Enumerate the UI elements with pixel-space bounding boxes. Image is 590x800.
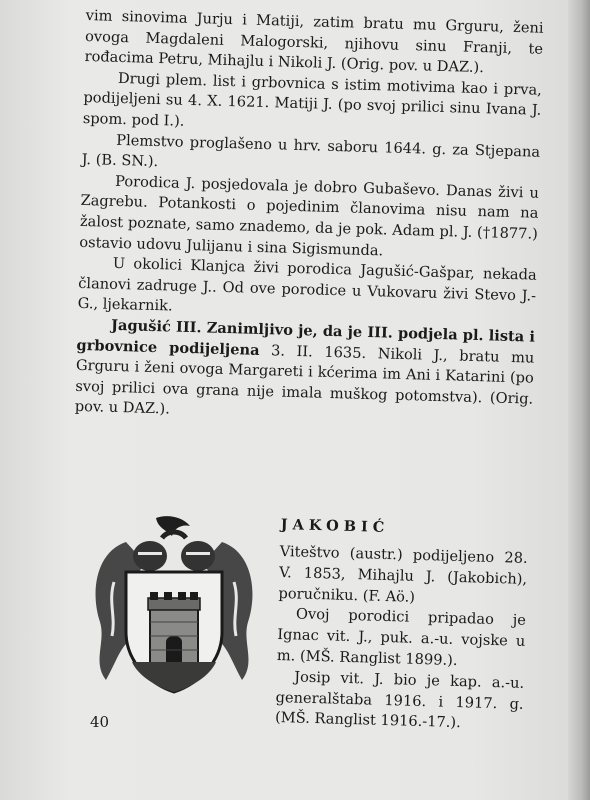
paragraph-nobility-proclaimed: Plemstvo proglašeno u hrv. saboru 1644. g. za Stjepana J. (B. SN.). <box>81 131 541 171</box>
paragraph-second-grant: Drugi plem. list i grbovnica s istim motivima kao i prva, podijeljeni su 4. X. 1621. Matiji J. (po svoj prilici sinu Ivana J. spom. pod I.). <box>82 69 543 130</box>
entry-text <box>275 542 528 736</box>
page-number: 40 <box>90 713 110 731</box>
entry-paragraph: Josip vit. J. bio je kap. a.-u. generalštaba 1916. i 1917. g. (MŠ. Ranglist 1916.-17.). <box>274 668 525 732</box>
entry-paragraph: Ovoj porodici pripadao je Ignac vit. J., puk. a.-u. vojske u m. (MŠ. Ranglist 1899.). <box>276 605 527 669</box>
entry-paragraph: Viteštvo (austr.) podijeljeno 28. V. 1853, Mihajlu J. (Jakobich), poručniku. (F. Aö.) <box>278 542 528 606</box>
paragraph-klanjec-family: U okolici Klanjca živi porodica Jagušić-Gašpar, nekada članovi zadruge J.. Od ove porodice u Vukovaru živi Stevo J.-G., ljekarnik. <box>77 254 537 315</box>
section-heading: Jagušić III. Zanimljivo je, da je III. podjela pl. lista i grbovnice podijeljena <box>76 316 536 359</box>
paragraph-family-estate: Porodica J. posjedovala je dobro Gubaševo. Danas živi u Zagrebu. Potankosti o pojedinim članovima nisu nam na žalost poznate, samo znademo, da je pok. Adam pl. J. (†1877.) ostavio udovu Julijanu i sina Sigismunda. <box>79 172 540 259</box>
paragraph-continuation: vim sinovima Jurju i Matiji, zatim bratu mu Grguru, ženi ovoga Magdaleni Malogorski, njihovu sinu Franji, te rođacima Petru, Mihajlu i Nikoli J. (Orig. pov. u DAZ.). <box>84 6 544 77</box>
entry-heading-jakobic: JAKOBIĆ <box>280 516 390 537</box>
paragraph-jagusic-iii: Jagušić III. Zanimljivo je, da je III. podjela pl. lista i grbovnice podijeljena 3. II. 1635. Nikoli J., bratu mu Grguru i ženi ovoga Margareti i kćerima im Ani i Katarini (po svoj prilici ova grana nije imala muškog potomstva). (Orig. pov. u DAZ.). <box>74 316 536 418</box>
coat-of-arms-image <box>86 512 262 702</box>
body-text <box>74 6 543 431</box>
